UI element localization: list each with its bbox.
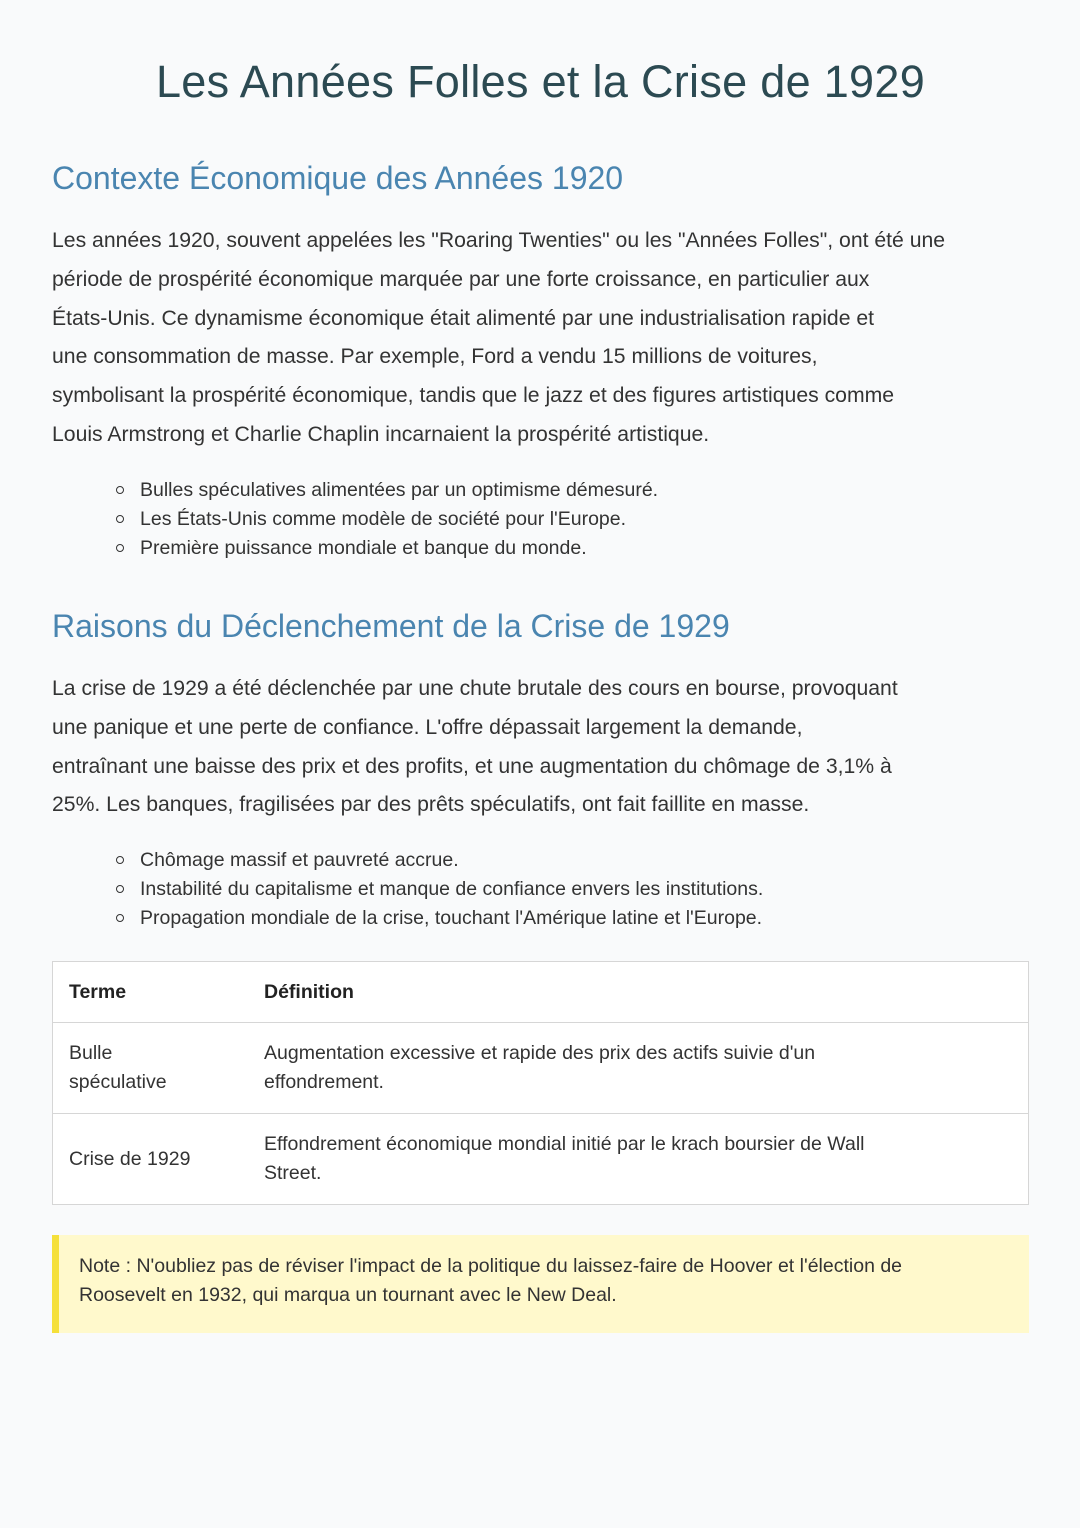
definition-cell: Augmentation excessive et rapide des prix des actifs suivie d'un effondrement. xyxy=(248,1023,1029,1114)
paragraph-line: entraînant une baisse des prix et des profits, et une augmentation du chômage de 3,1% à xyxy=(52,754,892,778)
paragraph-line: États-Unis. Ce dynamisme économique était alimenté par une industrialisation rapide et xyxy=(52,306,875,330)
circle-bullet-icon xyxy=(116,856,124,864)
table-row xyxy=(53,1114,1029,1205)
note-line: Note : N'oubliez pas de réviser l'impact de la politique du laissez-faire de Hoover et l'élection de xyxy=(79,1255,903,1277)
glossary-table xyxy=(52,961,1029,1205)
page-title: Les Années Folles et la Crise de 1929 xyxy=(155,56,926,107)
table-header-row xyxy=(53,962,1029,1023)
term-cell: Crise de 1929 xyxy=(53,1114,249,1205)
bullet-list-context xyxy=(140,476,658,562)
list-item: Propagation mondiale de la crise, touchant l'Amérique latine et l'Europe. xyxy=(140,904,763,933)
section-heading-crisis: Raisons du Déclenchement de la Crise de 1929 xyxy=(52,608,730,644)
term-cell: Bulle spéculative xyxy=(53,1023,249,1114)
list-item: Instabilité du capitalisme et manque de confiance envers les institutions. xyxy=(140,875,763,904)
section-paragraph-context xyxy=(52,222,1029,455)
note-line: Roosevelt en 1932, qui marqua un tournant avec le New Deal. xyxy=(79,1284,617,1306)
list-item: Les États-Unis comme modèle de société pour l'Europe. xyxy=(140,505,658,534)
circle-bullet-icon xyxy=(116,515,124,523)
paragraph-line: Louis Armstrong et Charlie Chaplin incarnaient la prospérité artistique. xyxy=(52,422,710,446)
paragraph-line: 25%. Les banques, fragilisées par des prêts spéculatifs, ont fait faillite en masse. xyxy=(52,793,810,817)
paragraph-line: une consommation de masse. Par exemple, Ford a vendu 15 millions de voitures, xyxy=(52,345,818,369)
paragraph-line: Les années 1920, souvent appelées les "Roaring Twenties" ou les "Années Folles", ont été une xyxy=(52,229,946,252)
column-header-term: Terme xyxy=(53,962,249,1023)
definition-cell: Effondrement économique mondial initié par le krach boursier de Wall Street. xyxy=(248,1114,1029,1205)
section-paragraph-crisis xyxy=(52,670,1029,825)
column-header-definition: Définition xyxy=(248,962,1029,1023)
bullet-list-crisis xyxy=(140,846,763,932)
circle-bullet-icon xyxy=(116,544,124,552)
paragraph-line: symbolisant la prospérité économique, tandis que le jazz et des figures artistiques comme xyxy=(52,384,895,408)
list-item: Bulles spéculatives alimentées par un optimisme démesuré. xyxy=(140,476,658,505)
circle-bullet-icon xyxy=(116,486,124,494)
circle-bullet-icon xyxy=(116,914,124,922)
circle-bullet-icon xyxy=(116,885,124,893)
section-heading-context: Contexte Économique des Années 1920 xyxy=(52,160,624,196)
paragraph-line: période de prospérité économique marquée par une forte croissance, en particulier aux xyxy=(52,267,870,291)
paragraph-line: une panique et une perte de confiance. L'offre dépassait largement la demande, xyxy=(52,715,803,739)
list-item: Première puissance mondiale et banque du monde. xyxy=(140,534,658,563)
list-item: Chômage massif et pauvreté accrue. xyxy=(140,846,763,875)
note-callout xyxy=(52,1235,1029,1333)
table-row xyxy=(53,1023,1029,1114)
paragraph-line: La crise de 1929 a été déclenchée par une chute brutale des cours en bourse, provoquant xyxy=(52,677,898,700)
